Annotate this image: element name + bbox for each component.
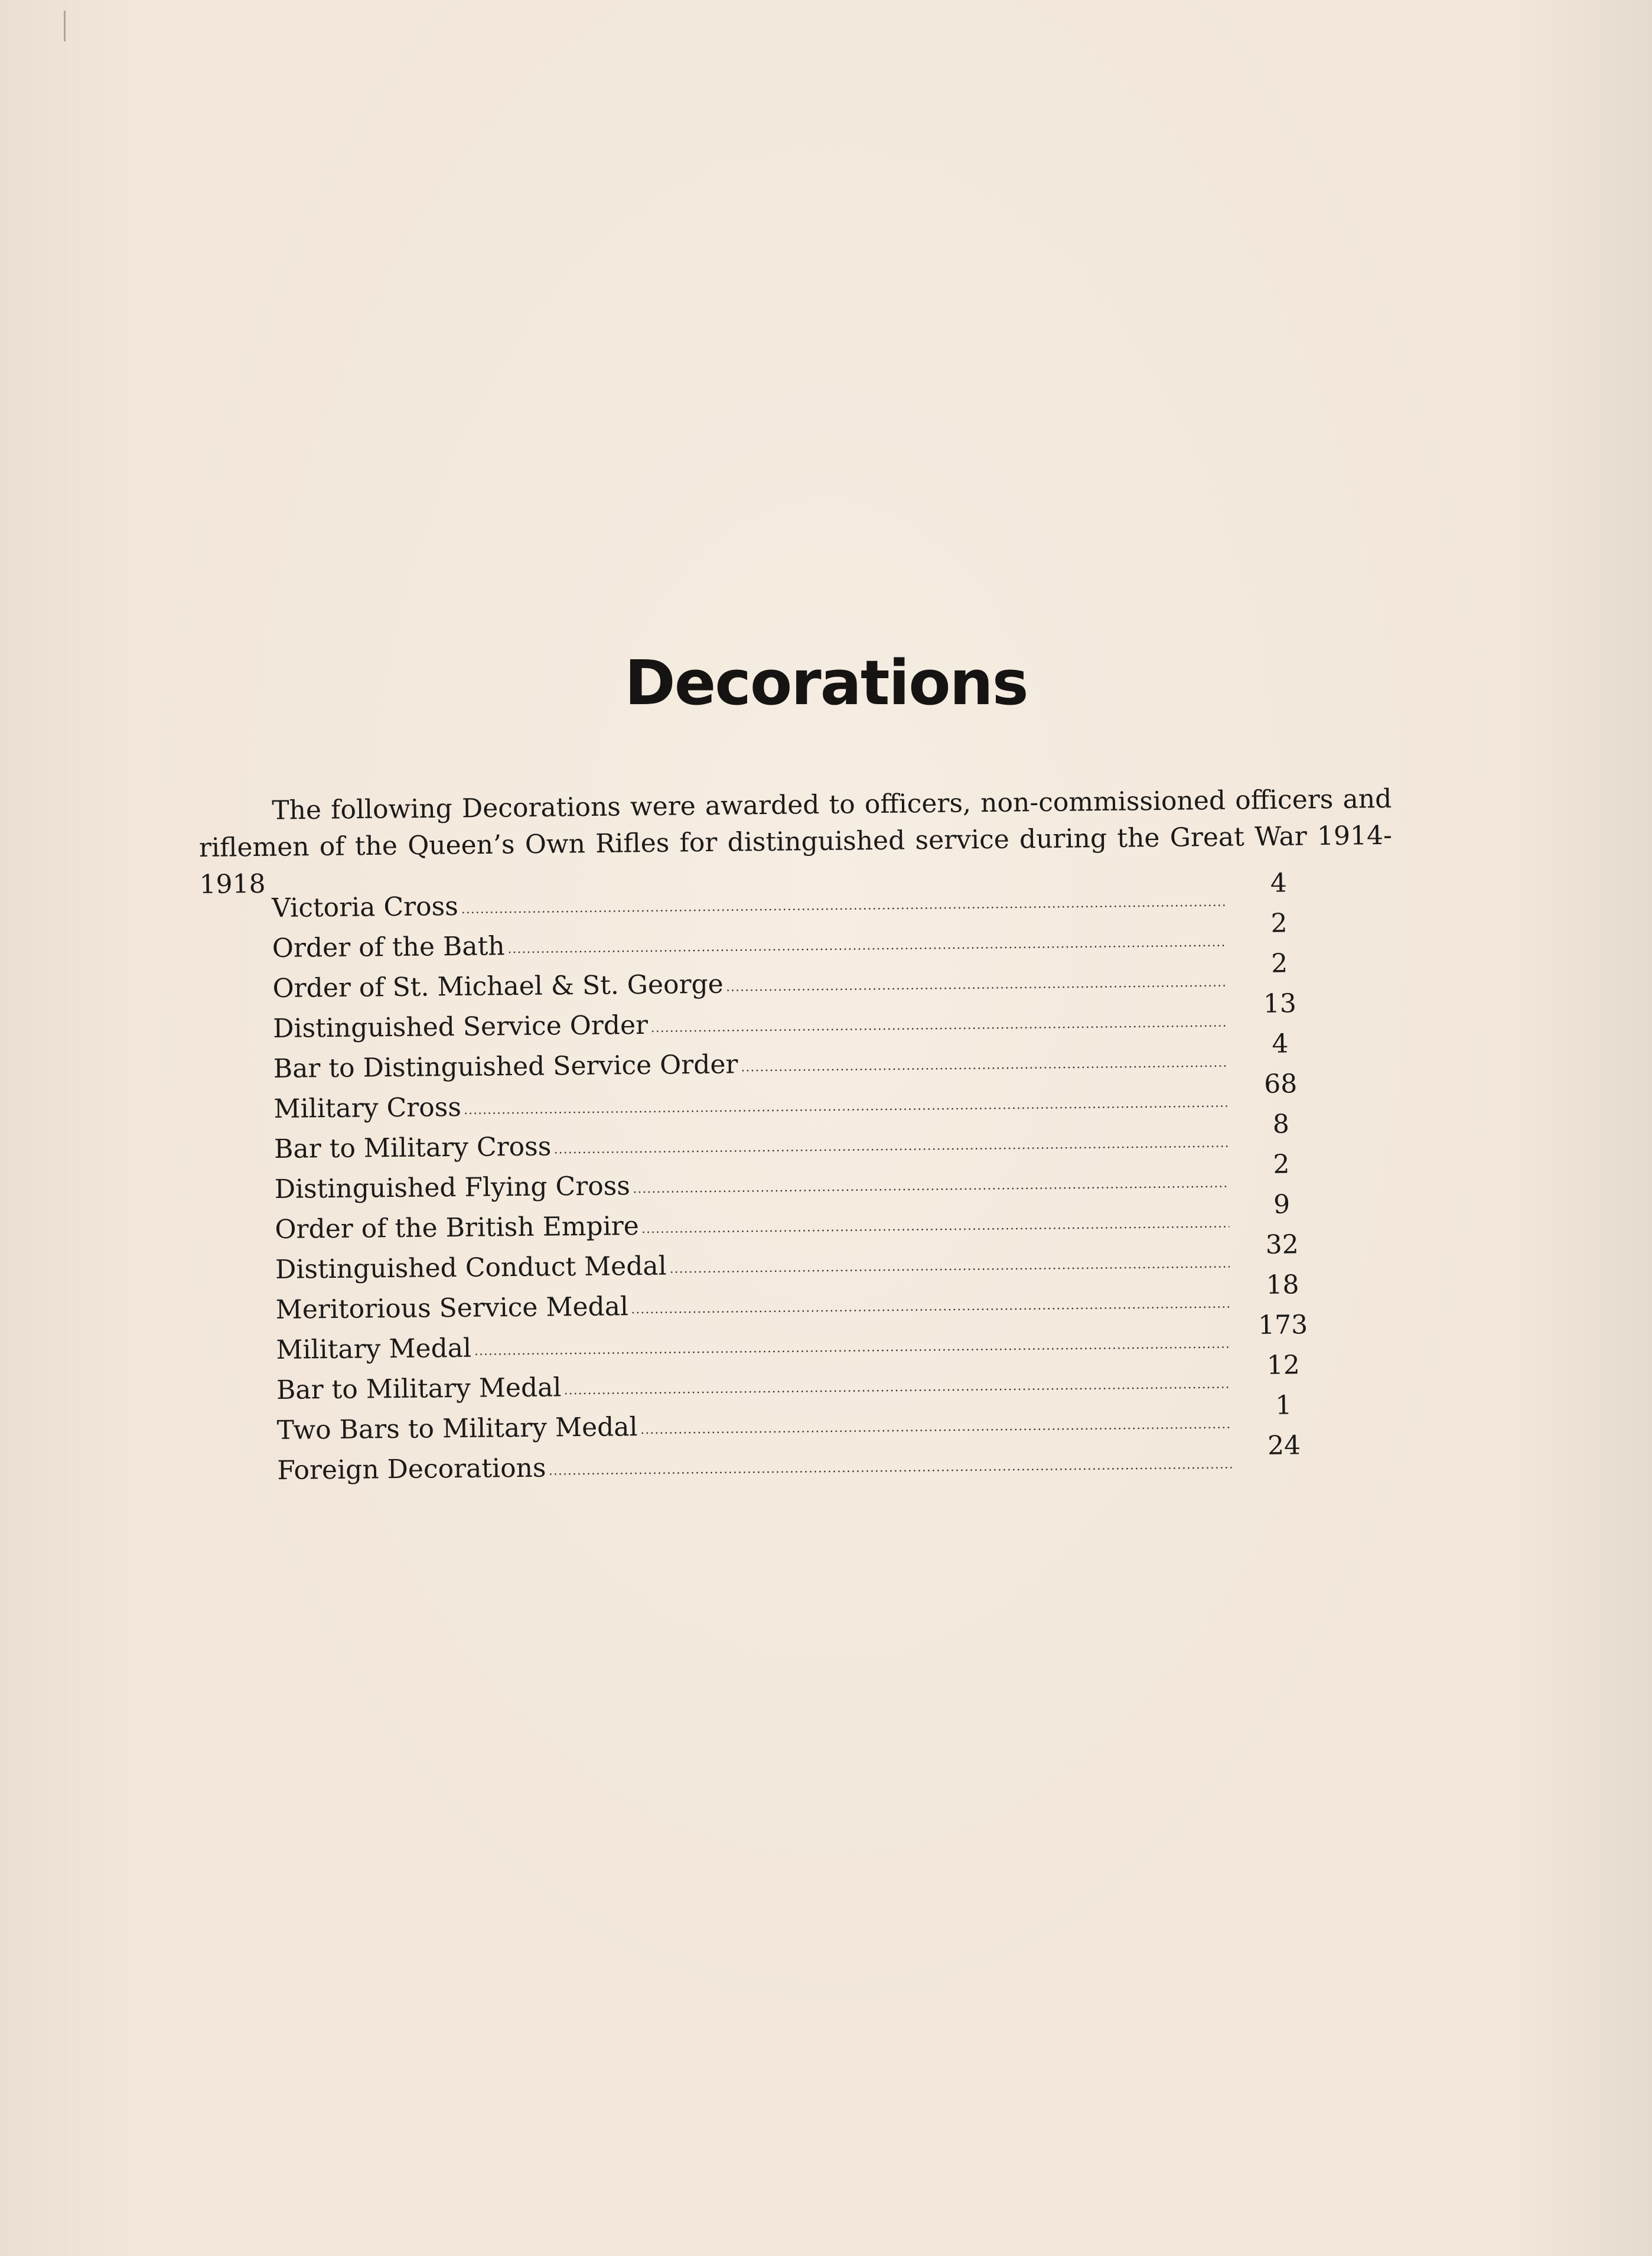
decoration-name: Two Bars to Military Medal bbox=[276, 1412, 638, 1446]
dot-leader bbox=[669, 1265, 1230, 1273]
decoration-name: Foreign Decorations bbox=[277, 1453, 546, 1486]
page-edge-mark bbox=[64, 11, 66, 41]
decoration-name: Order of the British Empire bbox=[275, 1211, 640, 1245]
decoration-count: 173 bbox=[1257, 1310, 1308, 1341]
decoration-count: 4 bbox=[1272, 1028, 1289, 1059]
dot-leader bbox=[549, 1466, 1232, 1475]
dot-leader bbox=[474, 1346, 1230, 1355]
dot-leader bbox=[564, 1386, 1231, 1395]
dot-leader bbox=[631, 1306, 1230, 1314]
decoration-count: 13 bbox=[1263, 988, 1297, 1019]
dot-leader bbox=[641, 1225, 1230, 1233]
dot-leader bbox=[464, 1105, 1229, 1114]
decoration-name: Military Medal bbox=[276, 1333, 472, 1365]
decoration-count: 1 bbox=[1275, 1390, 1292, 1421]
decoration-count: 12 bbox=[1266, 1350, 1300, 1381]
decoration-count: 18 bbox=[1266, 1269, 1299, 1300]
decoration-name: Military Cross bbox=[273, 1092, 462, 1124]
decoration-name: Bar to Military Cross bbox=[273, 1131, 552, 1164]
dot-leader bbox=[633, 1185, 1229, 1193]
dot-leader bbox=[507, 944, 1227, 953]
dot-leader bbox=[726, 984, 1227, 991]
dot-leader bbox=[650, 1024, 1227, 1032]
page-title: Decorations bbox=[624, 647, 1028, 719]
dot-leader bbox=[640, 1426, 1231, 1434]
decoration-count: 8 bbox=[1272, 1109, 1290, 1140]
decoration-name: Order of the Bath bbox=[272, 931, 505, 963]
decoration-name: Bar to Military Medal bbox=[276, 1372, 562, 1405]
decoration-name: Distinguished Flying Cross bbox=[274, 1171, 631, 1204]
decoration-count: 24 bbox=[1267, 1430, 1301, 1461]
decoration-count: 2 bbox=[1270, 948, 1288, 979]
decoration-count: 32 bbox=[1265, 1229, 1299, 1260]
dot-leader bbox=[741, 1064, 1228, 1072]
decoration-name: Bar to Distinguished Service Order bbox=[273, 1049, 738, 1084]
intro-line-2: riflemen of the Queen’s Own Rifles for distinguished service during the Great War 1914-1918 bbox=[198, 820, 1393, 900]
decoration-count: 2 bbox=[1273, 1149, 1290, 1180]
decoration-count: 68 bbox=[1263, 1069, 1298, 1099]
decoration-name: Distinguished Conduct Medal bbox=[275, 1251, 667, 1285]
decoration-name: Order of St. Michael & St. George bbox=[272, 969, 724, 1004]
decoration-count: 2 bbox=[1270, 908, 1288, 939]
decoration-name: Distinguished Service Order bbox=[272, 1010, 649, 1044]
dot-leader bbox=[461, 904, 1226, 913]
decoration-count: 4 bbox=[1270, 868, 1288, 899]
decorations-list bbox=[272, 868, 1335, 1496]
intro-line-1: The following Decorations were awarded to officers, non-commissioned officers and bbox=[272, 783, 1392, 826]
decoration-name: Victoria Cross bbox=[272, 891, 459, 923]
decoration-count: 9 bbox=[1273, 1189, 1291, 1220]
dot-leader bbox=[553, 1145, 1229, 1154]
decoration-name: Meritorious Service Medal bbox=[275, 1291, 629, 1325]
